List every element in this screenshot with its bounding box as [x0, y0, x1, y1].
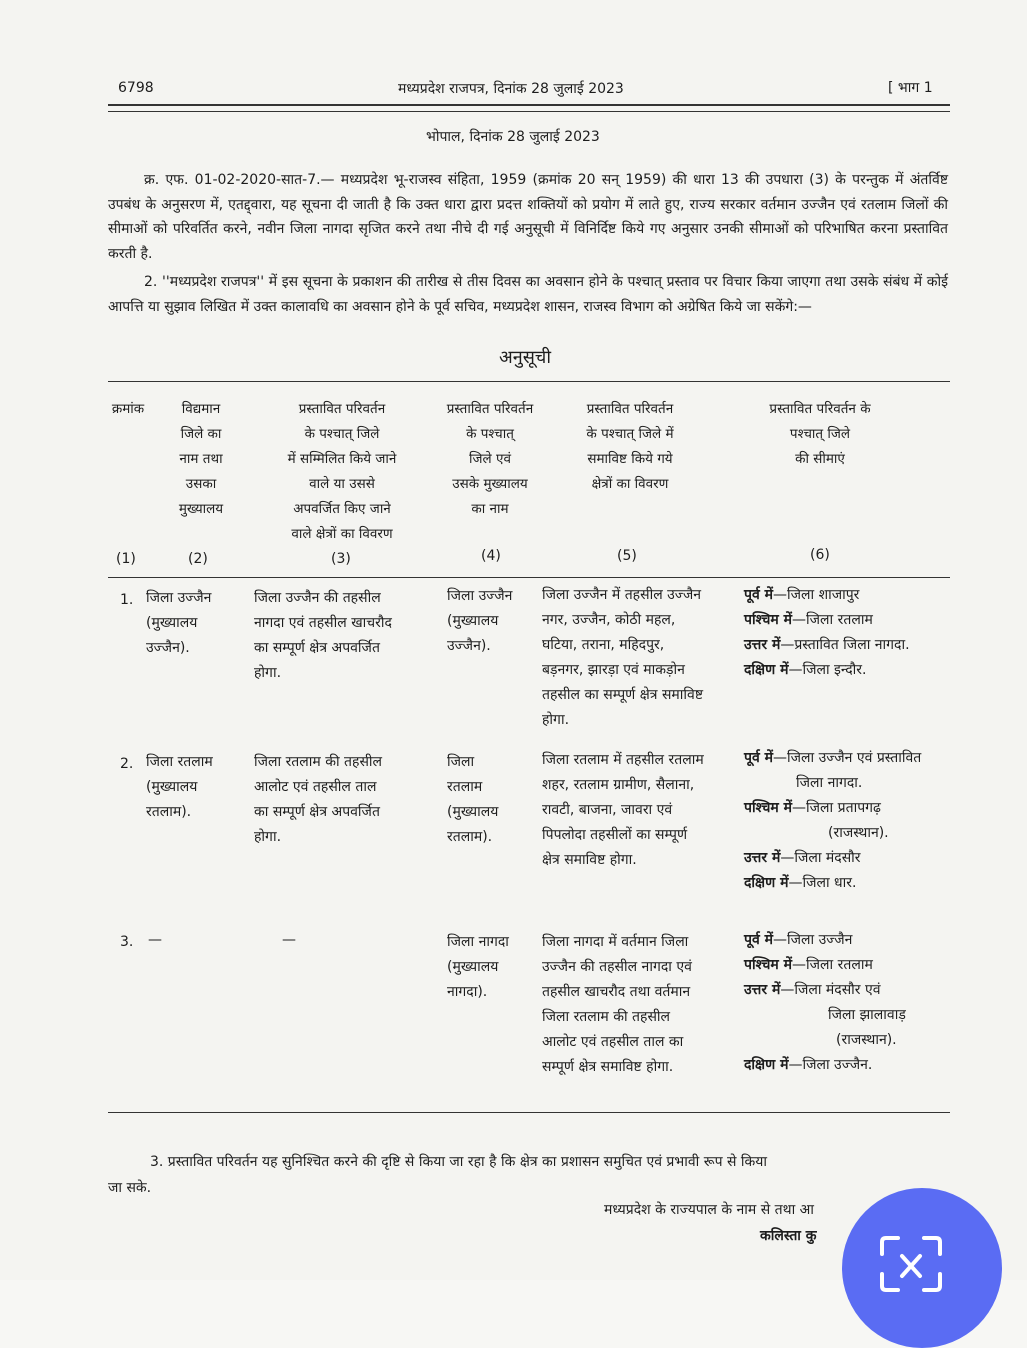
col-number: (1) — [116, 551, 136, 567]
schedule-title: अनुसूची — [499, 347, 552, 368]
part-label: [ भाग 1 — [888, 80, 933, 96]
col-number: (5) — [617, 548, 637, 564]
header-col-3: प्रस्तावित परिवर्तन के पश्चात् जिले में सम्मिलित किये जाने वाले या उससे अपवर्जित किए जाने वाले क्षेत्रों का विवरण — [287, 401, 397, 542]
row-boundaries: पूर्व में—जिला उज्जैन एवं प्रस्तावित जिला नागदा. पश्चिम में—जिला प्रतापगढ़ (राजस्थान). उत्तर में—जिला मंदसौर दक्षिण में—जिला धार. — [744, 750, 922, 891]
row-number: 3. — [120, 934, 134, 950]
crop-icon — [878, 1234, 944, 1294]
page-number: 6798 — [118, 80, 154, 96]
paragraph-2: 2. ''मध्यप्रदेश राजपत्र'' में इस सूचना के प्रकाशन की तारीख से तीस दिवस का अवसान होने के पश्चात् प्रस्ताव पर विचार किया जाएगा तथा उसके संबंध में कोई आपत्ति या सुझाव लिखित में उक्त कालावधि का अवसान होने के पूर्व सचिव, मध्यप्रदेश शासन, राजस्व विभाग को अग्रेषित किये जा सकेंगे:— — [108, 274, 948, 315]
row-included-areas: जिला उज्जैन में तहसील उज्जैन नगर, उज्जैन, कोठी महल, घटिया, तराना, महिदपुर, बड़नगर, झारड़ा एवं माकड़ोन तहसील का सम्पूर्ण क्षेत्र समाविष्ट होगा. — [542, 587, 703, 728]
header-col-5: प्रस्तावित परिवर्तन के पश्चात् जिले में समाविष्ट किये गये क्षेत्रों का विवरण — [586, 401, 674, 492]
header-col-4: प्रस्तावित परिवर्तन के पश्चात् जिले एवं उसके मुख्यालय का नाम — [446, 401, 534, 517]
table-top-rule — [108, 381, 950, 382]
paragraph-3-line-2: जा सके. — [108, 1180, 152, 1196]
header-col-2: विद्यमान जिले का नाम तथा उसका मुख्यालय — [178, 401, 224, 517]
header-rule-bottom — [108, 111, 950, 112]
paragraph-3-line-1: 3. प्रस्तावित परिवर्तन यह सुनिश्चित करने की दृष्टि से किया जा रहा है कि क्षेत्र का प्रशासन समुचित एवं प्रभावी रूप से किया — [150, 1154, 768, 1170]
row-included-areas: जिला नागदा में वर्तमान जिला उज्जैन की तहसील नागदा एवं तहसील खाचरौद तथा वर्तमान जिला रतलाम की तहसील आलोट एवं तहसील ताल का सम्पूर्ण क्षेत्र समाविष्ट होगा. — [542, 934, 692, 1075]
row-boundaries: पूर्व में—जिला उज्जैन पश्चिम में—जिला रतलाम उत्तर में—जिला मंदसौर एवं जिला झालावाड़ (राजस्थान). दक्षिण में—जिला उज्जैन. — [744, 932, 906, 1073]
header-col-1: क्रमांक — [111, 401, 145, 417]
paragraph-1: क्र. एफ. 01-02-2020-सात-7.— मध्यप्रदेश भू-राजस्व संहिता, 1959 (क्रमांक 20 सन् 1959) की धारा 13 की उपधारा (3) के परन्तुक में अंतर्विष्ट उपबंध के अनुसरण में, एतद्द्वारा, यह सूचना दी जाती है कि उक्त धारा द्वारा प्रदत्त शक्तियों को प्रयोग में लाते हुए, राज्य सरकार वर्तमान उज्जैन एवं रतलाम जिलों की सीमाओं को परिवर्तित करने, नवीन जिला नागदा सृजित करने तथा नीचे दी गई अनुसूची में विनिर्दिष्ट किये गए अनुसार उनकी सीमाओं को परिभाषित करना प्रस्तावित करती है. — [108, 172, 948, 262]
row-number: 2. — [120, 756, 134, 772]
row-new-district: जिला उज्जैन (मुख्यालय उज्जैन). — [447, 588, 513, 654]
header-rule-top — [108, 104, 950, 106]
row-district: जिला उज्जैन (मुख्यालय उज्जैन). — [146, 590, 212, 656]
dateline: भोपाल, दिनांक 28 जुलाई 2023 — [426, 129, 600, 145]
col-number: (4) — [481, 548, 501, 564]
table-bottom-rule — [108, 1112, 950, 1113]
signature-line-1: मध्यप्रदेश के राज्यपाल के नाम से तथा आ — [604, 1202, 814, 1218]
header-col-6: प्रस्तावित परिवर्तन के पश्चात् जिले की सीमाएं — [769, 401, 871, 467]
scan-crop-button[interactable] — [842, 1188, 1002, 1348]
row-included-areas: जिला रतलाम में तहसील रतलाम शहर, रतलाम ग्रामीण, सैलाना, रावटी, बाजना, जावरा एवं पिपलोदा तहसीलों का सम्पूर्ण क्षेत्र समाविष्ट होगा. — [542, 752, 704, 868]
row-number: 1. — [120, 592, 134, 608]
col-number: (6) — [810, 547, 830, 563]
row-district: — — [148, 932, 162, 948]
row-excluded-areas: — — [282, 932, 296, 948]
row-district: जिला रतलाम (मुख्यालय रतलाम). — [146, 754, 213, 820]
row-excluded-areas: जिला उज्जैन की तहसील नागदा एवं तहसील खाचरौद का सम्पूर्ण क्षेत्र अपवर्जित होगा. — [254, 590, 392, 681]
row-new-district: जिला रतलाम (मुख्यालय रतलाम). — [447, 754, 499, 845]
col-number: (3) — [331, 551, 351, 567]
gazette-title: मध्यप्रदेश राजपत्र, दिनांक 28 जुलाई 2023 — [398, 81, 624, 97]
row-excluded-areas: जिला रतलाम की तहसील आलोट एवं तहसील ताल का सम्पूर्ण क्षेत्र अपवर्जित होगा. — [254, 754, 383, 845]
col-number: (2) — [188, 551, 208, 567]
signature-name: कलिस्ता कु — [760, 1228, 817, 1244]
row-boundaries: पूर्व में—जिला शाजापुर पश्चिम में—जिला रतलाम उत्तर में—प्रस्तावित जिला नागदा. दक्षिण में—जिला इन्दौर. — [744, 587, 910, 678]
row-new-district: जिला नागदा (मुख्यालय नागदा). — [447, 934, 509, 1000]
table-header-rule — [108, 577, 950, 578]
